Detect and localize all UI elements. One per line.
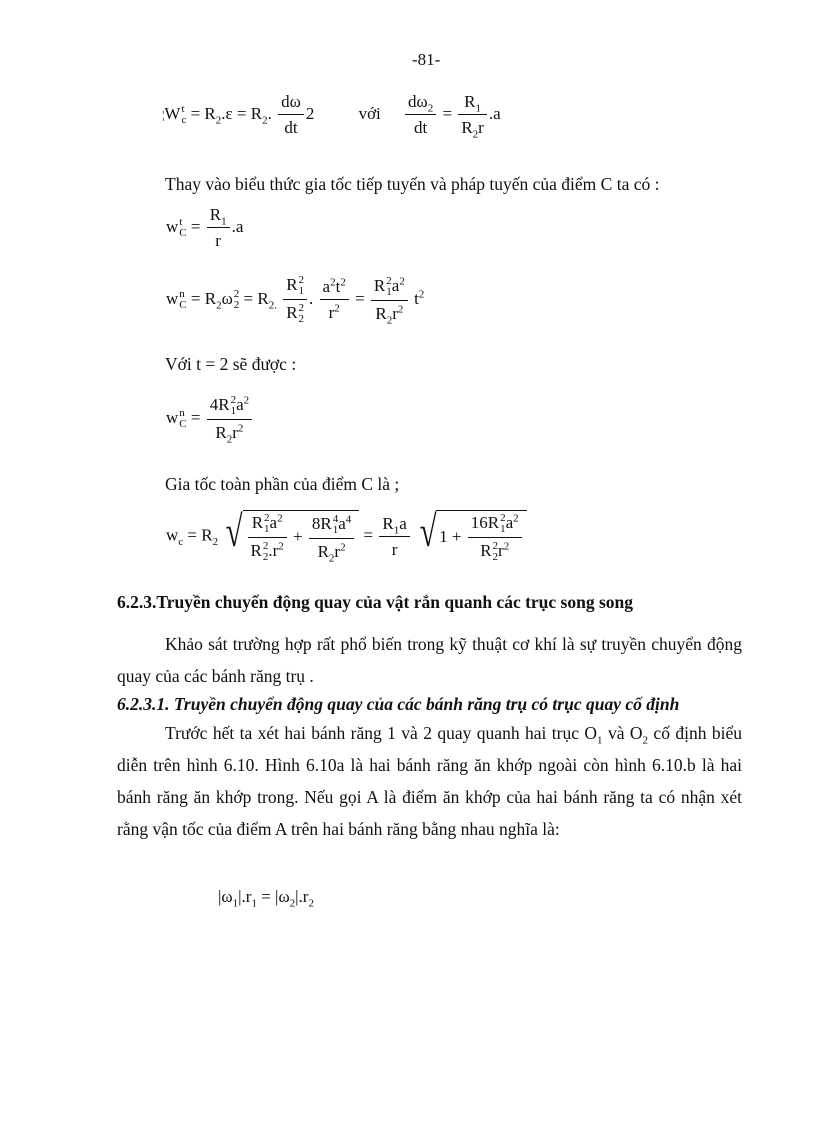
text-with-t: Với t = 2 sẽ được :	[165, 354, 297, 374]
page-number: -81-	[412, 50, 441, 69]
equation-velocity: $|\omega_1|.r_1 = |\omega_2|.r_2$	[218, 887, 314, 910]
section-heading-6-2-3: 6.2.3.Truyền chuyển động quay của vật rắn quanh các trục song song	[117, 592, 634, 612]
equation-1: ¦W t c = $R_2.\varepsilon = R_2$. $\frac{d\omega}{dt}$ 2 với $\frac{d\omega_2}{dt}$ = $\frac{R_1}{R_2r}$ .a	[162, 92, 501, 141]
equation-normal: w n C = $R_2\omega$ 2 2 = $R_{2.}$ R 2 1 R 2 2 . $\frac{a^2t^2}{r^2}$ = R 2 1 $a^2$ $R_2r^2$ $t^2$	[166, 274, 425, 327]
paragraph-gears: Trước hết ta xét hai bánh răng 1 và 2 quay quanh hai trục $O_1$ và $O_2$ cố định biểu diễn trên hình 6.10. Hình 6.10a là hai bánh răng ăn khớp ngoài còn hình 6.10.b là hai bánh răng ăn khớp trong. Nếu gọi A là điểm ăn khớp của hai bánh răng ta có nhận xét rằng vận tốc của điểm A trên hai bánh răng bằng nhau nghĩa là:	[117, 723, 742, 839]
text-substitute: Thay vào biểu thức gia tốc tiếp tuyến và pháp tuyến của điểm C ta có :	[165, 174, 660, 194]
equation-tangential: w t C = $\frac{R_1}{r}$ .a	[166, 205, 244, 250]
section-heading-6-2-3-1: 6.2.3.1. Truyền chuyển động quay của các bánh răng trụ có trục quay cố định	[117, 694, 680, 714]
equation-total: $w_c = R_2$ √ R 2 1 $a^2$ R 2 2 $.r^2$ + 8R 4 1 $a^4$ $R_2r^2$ = $\frac{R_1a}{r}$ √ 1 + 16R 2 1 $a^2$ R 2 2 $r^2$	[166, 510, 527, 563]
equation-normal-t2: w n C = 4R 2 1 $a^2$ $R_2r^2$	[166, 395, 254, 443]
paragraph-intro: Khảo sát trường hợp rất phổ biến trong kỹ thuật cơ khí là sự truyền chuyển động quay của các bánh răng trụ .	[117, 634, 742, 686]
text-total: Gia tốc toàn phần của điểm C là ;	[165, 474, 400, 494]
